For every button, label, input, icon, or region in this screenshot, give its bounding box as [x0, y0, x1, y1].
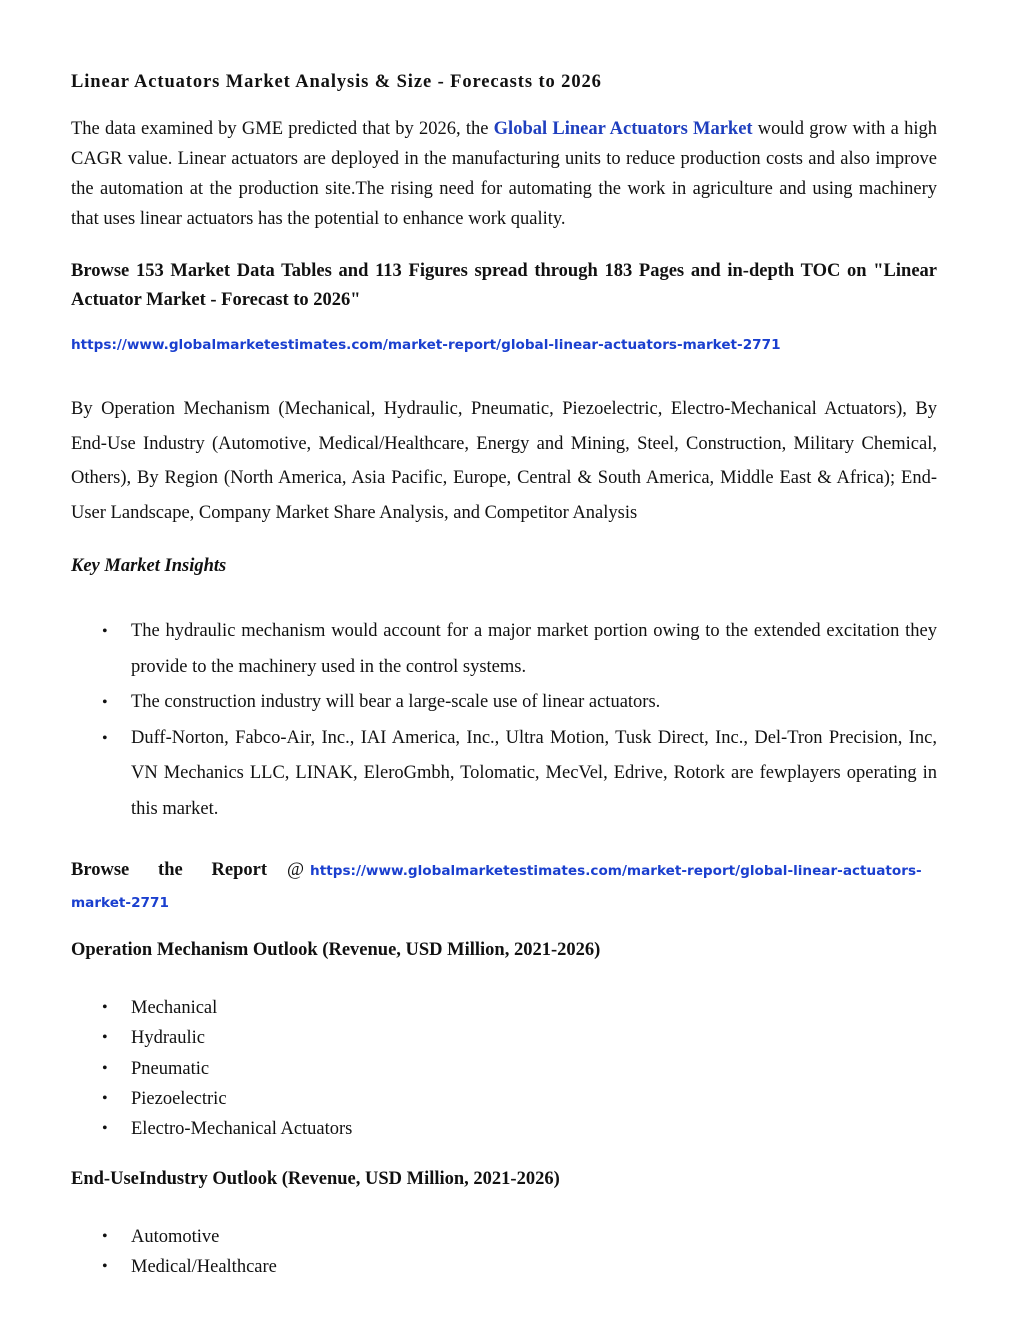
intro-text-after: would grow with a high CAGR value. Linear actuators are deployed in the manufacturing units to reduce production costs and also improve the automation at the production site.The rising need for automating the work in agriculture and using machinery that uses linear actuators has the potential to enhance work quality.: [71, 119, 937, 229]
bullet-icon: •: [102, 1120, 108, 1138]
bullet-icon: •: [102, 623, 108, 640]
bullet-icon: •: [102, 1228, 108, 1245]
bullet-icon: •: [102, 1258, 108, 1276]
enduse-outlook-heading: End-UseIndustry Outlook (Revenue, USD Million, 2021-2026): [71, 1169, 560, 1189]
operation-outlook-list: [71, 993, 937, 1144]
list-item: • Duff-Norton, Fabco-Air, Inc., IAI America, Inc., Ultra Motion, Tusk Direct, Inc., Del-Tron Precision, Inc, VN Mechanics LLC, LINAK, EleroGmbh, Tolomatic, MecVel, Edrive, Rotork are fewplayers operating in this market.: [71, 721, 937, 828]
bullet-icon: •: [102, 729, 108, 747]
bullet-icon: •: [102, 999, 108, 1016]
segments-paragraph: By Operation Mechanism (Mechanical, Hydraulic, Pneumatic, Piezoelectric, Electro-Mechanical Actuators), By End-Use Industry (Automotive, Medical/Healthcare, Energy and Mining, Steel, Construction, Military Chemical, Others), By Region (North America, Asia Pacific, Europe, Central & South America, Middle East & Africa); End-User Landscape, Company Market Share Analysis, and Competitor Analysis: [71, 399, 937, 523]
list-item: • Pneumatic: [71, 1054, 937, 1084]
bullet-icon: •: [102, 1089, 108, 1107]
list-item: • Automotive: [71, 1222, 937, 1252]
list-item: • The construction industry will bear a large-scale use of linear actuators.: [71, 685, 937, 721]
bullet-icon: •: [102, 1059, 108, 1077]
browse-report-link[interactable]: https://www.globalmarketestimates.com/market-report/global-linear-actuators-: [310, 863, 922, 879]
bullet-icon: •: [102, 694, 108, 711]
browse-report-label: Browse the Report: [71, 860, 267, 880]
global-market-link[interactable]: Global Linear Actuators Market: [493, 119, 753, 139]
list-item: • Medical/Healthcare: [71, 1252, 937, 1282]
report-url-link[interactable]: https://www.globalmarketestimates.com/market-report/global-linear-actuators-market-2771: [71, 337, 781, 353]
list-item: • Hydraulic: [71, 1023, 937, 1053]
browse-report-line: [71, 855, 937, 911]
at-symbol: @: [287, 860, 305, 880]
operation-outlook-heading: Operation Mechanism Outlook (Revenue, USD Million, 2021-2026): [71, 940, 601, 960]
list-item: • Piezoelectric: [71, 1084, 937, 1114]
intro-text-before: The data examined by GME predicted that by 2026, the: [71, 119, 494, 139]
intro-paragraph: [71, 114, 937, 234]
list-item: • Mechanical: [71, 993, 937, 1023]
browse-tables-line: Browse 153 Market Data Tables and 113 Figures spread through 183 Pages and in-depth TOC on "Linear Actuator Market - Forecast to 2026": [71, 261, 937, 310]
bullet-icon: •: [102, 1029, 108, 1047]
enduse-outlook-list: [71, 1222, 937, 1283]
browse-report-link-continued[interactable]: market-2771: [71, 895, 169, 911]
key-insights-heading: Key Market Insights: [71, 556, 227, 576]
page-title: Linear Actuators Market Analysis & Size - Forecasts to 2026: [71, 72, 602, 92]
key-insights-list: [71, 614, 937, 827]
list-item: • Electro-Mechanical Actuators: [71, 1114, 937, 1144]
list-item: • The hydraulic mechanism would account for a major market portion owing to the extended excitation they provide to the machinery used in the control systems.: [71, 614, 937, 685]
